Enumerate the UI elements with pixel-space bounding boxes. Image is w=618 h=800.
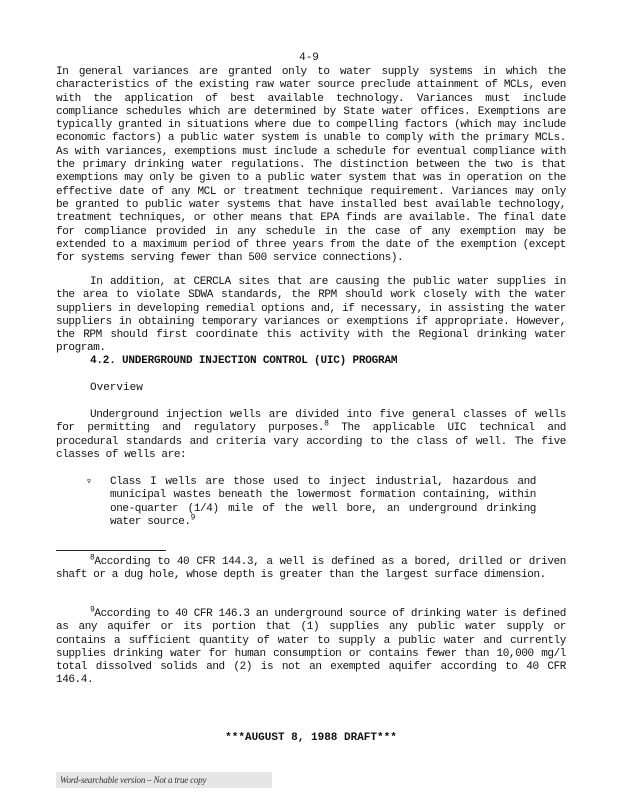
- paragraph-cercla: In addition, at CERCLA sites that are causing the public water supplies in the area to violate SDWA standards, the RPM should work closely with the water suppliers in developing remedial options and, if necessary, in assisting the water suppliers in obtaining temporary variances or exemptions if appropriate. However, the RPM should first coordinate this activity with the Regional drinking water program.: [56, 276, 566, 355]
- paragraph-injection-wells: [56, 409, 566, 462]
- footnote-9-text: According to 40 CFR 146.3 an underground source of drinking water is defined as any aquifer or its portion that (1) supplies any public water supply or contains a sufficient quantity of water to supply a public water and currently supplies drinking water for human consumption or contains fewer than 10,000 mg/l total dissolved solids and (2) is not an exempted aquifer according to 40 CFR 146.4.: [56, 608, 566, 687]
- page-number: 4-9: [299, 52, 319, 64]
- footnote-8: [56, 553, 566, 583]
- bullet-icon: ▿: [86, 477, 93, 488]
- bullet-text: [110, 476, 536, 529]
- footer-disclaimer: Word-searchable version – Not a true copy: [56, 772, 272, 788]
- footnote-divider: [56, 550, 166, 551]
- list-item-class-i: [86, 476, 536, 529]
- footnote-9: [56, 605, 566, 688]
- paragraph-variances: In general variances are granted only to water supply systems in which the characteristics of the existing raw water source preclude attainment of MCLs, even with the application of best available technology. Variances must include compliance schedules which are determined by State water offices. Exemptions are typically granted in situations where due to compelling factors (which may include economic factors) a public water system is unable to comply with the primary MCLs. As with variances, exemptions must include a schedule for eventual compliance with the primary drinking water regulations. The distinction between the two is that exemptions may only be given to a public water system that was in operation on the effective date of any MCL or treatment technique requirement. Variances may only be granted to public water systems that have installed best available technology, treatment techniques, or other means that EPA finds are available. The final date for compliance provided in any schedule in the case of any exemption may be extended to a maximum period of three years from the date of the exemption (except for systems serving fewer than 500 service connections).: [56, 66, 566, 265]
- draft-banner: ***AUGUST 8, 1988 DRAFT***: [225, 732, 397, 744]
- subheading-overview: Overview: [90, 382, 143, 394]
- paragraph-text-a: Underground injection wells are divided into five general classes of wells for permitting and regulatory purposes.: [56, 409, 566, 435]
- footnote-9-number: 9: [90, 605, 95, 615]
- footnote-8-number: 8: [90, 553, 95, 563]
- section-heading: 4.2. UNDERGROUND INJECTION CONTROL (UIC) PROGRAM: [90, 355, 398, 367]
- footnote-8-text: According to 40 CFR 144.3, a well is defined as a bored, drilled or driven shaft or a dug hole, whose depth is greater than the largest surface dimension.: [56, 556, 566, 582]
- footnote-ref-8: 8: [324, 419, 329, 429]
- footnote-ref-9: 9: [190, 513, 196, 523]
- paragraph-text-b: The applicable UIC technical and procedural standards and criteria vary according to the class of well. The five classes of wells are:: [56, 422, 567, 461]
- bullet-text-body: Class I wells are those used to inject industrial, hazardous and municipal wastes beneath the lowermost formation containing, within one-quarter (1/4) mile of the well bore, an underground drinking water source.: [110, 476, 536, 528]
